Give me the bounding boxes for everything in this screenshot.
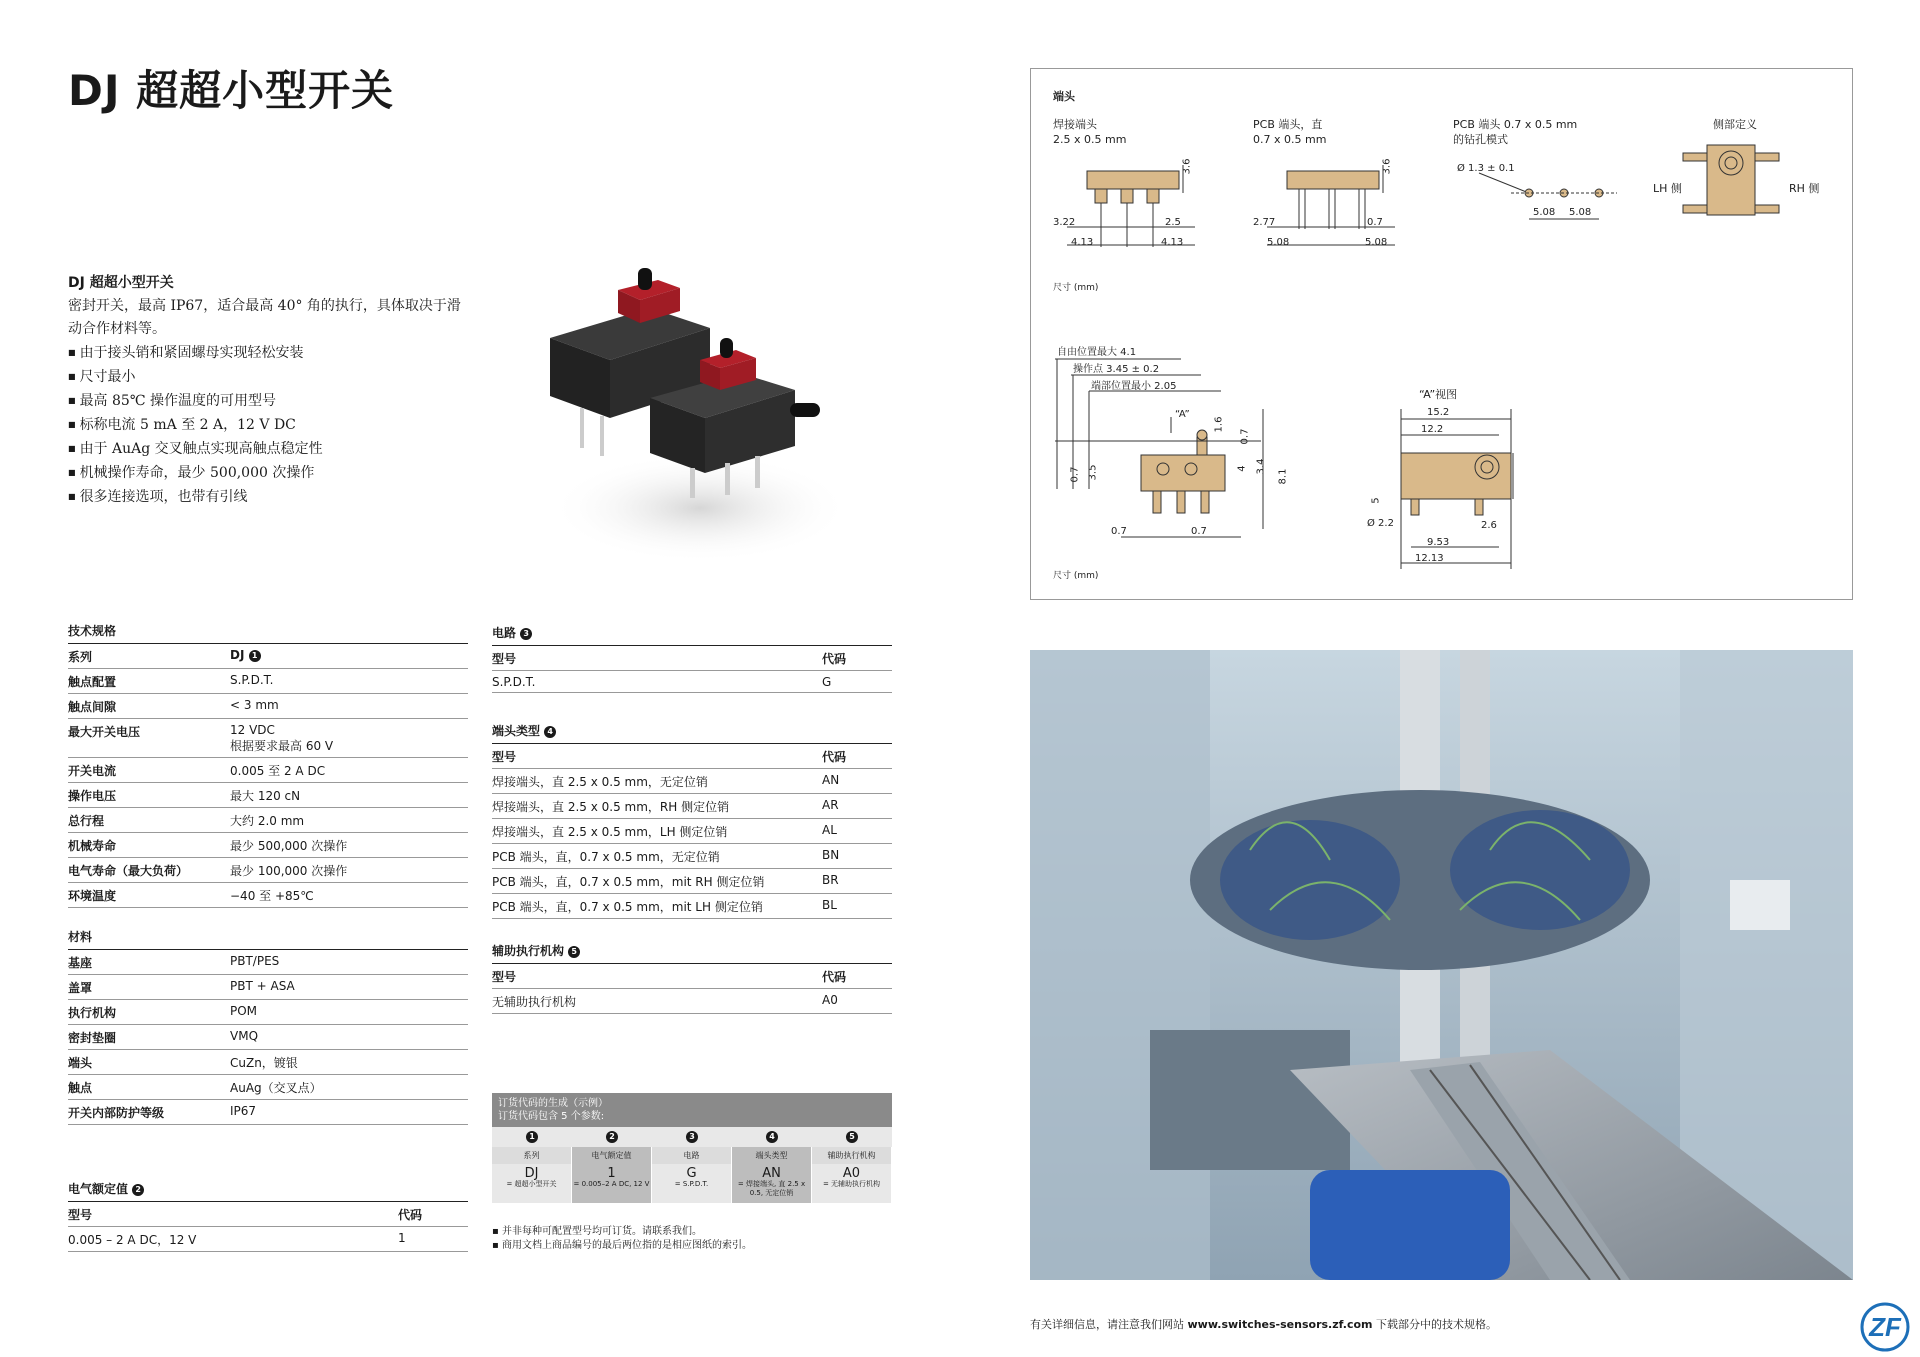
col-code-header: 代码 bbox=[822, 646, 892, 671]
order-value-code: 1 bbox=[607, 1166, 616, 1181]
table-row bbox=[492, 989, 892, 1014]
auxiliary-section bbox=[492, 942, 892, 1014]
auxiliary-table bbox=[492, 964, 892, 1014]
col-code-header: 代码 bbox=[822, 744, 892, 769]
spec-key: 操作电压 bbox=[68, 783, 230, 808]
table-header-row bbox=[68, 1202, 468, 1227]
electrical-section bbox=[68, 1180, 468, 1252]
spec-value: 大约 2.0 mm bbox=[230, 808, 468, 833]
dim-label: 0.7 bbox=[1069, 466, 1081, 483]
zf-logo bbox=[1856, 1302, 1914, 1352]
drawing-label-side: 侧部定义 bbox=[1713, 118, 1757, 131]
footnote: ▪ 商用文档上商品编号的最后两位指的是相应图纸的索引。 bbox=[492, 1240, 752, 1251]
dim-label: 9.53 bbox=[1427, 537, 1450, 548]
table-row bbox=[68, 1100, 468, 1125]
footer-link[interactable]: www.switches-sensors.zf.com bbox=[1187, 1318, 1373, 1331]
code-cell: G bbox=[822, 671, 892, 693]
type-cell: S.P.D.T. bbox=[492, 671, 822, 693]
code-cell: AL bbox=[822, 819, 892, 844]
col-type-header: 型号 bbox=[492, 964, 822, 989]
code-cell: A0 bbox=[822, 989, 892, 1014]
spec-value: 最大 120 cN bbox=[230, 783, 468, 808]
order-value-desc: = S.P.D.T. bbox=[674, 1180, 709, 1188]
spec-heading: 技术规格 bbox=[68, 622, 468, 644]
order-code-subtitle: 订货代码包含 5 个参数: bbox=[498, 1111, 605, 1122]
spec-key: 开关电流 bbox=[68, 758, 230, 783]
circuit-section bbox=[492, 624, 892, 693]
table-row bbox=[68, 694, 468, 719]
spec-value-line: 根据要求最高 60 V bbox=[230, 739, 334, 753]
table-header-row bbox=[492, 646, 892, 671]
material-key: 基座 bbox=[68, 950, 230, 975]
dim-label: 2.6 bbox=[1481, 520, 1497, 531]
terminal-section bbox=[492, 722, 892, 919]
dim-label: 3.4 bbox=[1255, 458, 1267, 475]
drawing-label-rh: RH 侧 bbox=[1789, 182, 1820, 195]
table-row bbox=[68, 808, 468, 833]
footnote-text: 并非每种可配置型号均可订货。请联系我们。 bbox=[501, 1226, 702, 1237]
table-row bbox=[68, 1050, 468, 1075]
order-label: 电气额定值 bbox=[572, 1147, 652, 1164]
auxiliary-heading bbox=[492, 942, 892, 964]
type-cell: 焊接端头，直 2.5 x 0.5 mm，LH 侧定位销 bbox=[492, 819, 822, 844]
intro-section bbox=[68, 272, 468, 509]
material-key: 开关内部防护等级 bbox=[68, 1100, 230, 1125]
code-cell: BR bbox=[822, 869, 892, 894]
material-value: CuZn，镀银 bbox=[230, 1050, 468, 1075]
footer-pre: 有关详细信息，请注意我们网站 bbox=[1030, 1318, 1188, 1331]
order-label: 端头类型 bbox=[732, 1147, 812, 1164]
badge-5: 5 bbox=[568, 946, 580, 958]
dim-label-a-view: “A”视图 bbox=[1419, 388, 1458, 401]
drawing-lines bbox=[1031, 69, 1852, 599]
spec-key: 触点间隙 bbox=[68, 694, 230, 719]
order-num bbox=[572, 1131, 652, 1143]
material-key: 盖罩 bbox=[68, 975, 230, 1000]
dim-label: 5 bbox=[1370, 497, 1382, 504]
material-value: PBT/PES bbox=[230, 950, 468, 975]
material-value: VMQ bbox=[230, 1025, 468, 1050]
circuit-heading bbox=[492, 624, 892, 646]
code-cell: AR bbox=[822, 794, 892, 819]
footnote: ▪ 并非每种可配置型号均可订货。请联系我们。 bbox=[492, 1226, 702, 1237]
order-value bbox=[572, 1164, 652, 1203]
spec-value: S.P.D.T. bbox=[230, 669, 468, 694]
table-row bbox=[68, 719, 468, 758]
label-line: PCB 端头，直 bbox=[1253, 118, 1323, 131]
table-row bbox=[68, 858, 468, 883]
dim-label: 12.13 bbox=[1415, 553, 1444, 564]
col-type-header: 型号 bbox=[492, 744, 822, 769]
spec-key: 机械寿命 bbox=[68, 833, 230, 858]
intro-bullet: ■ 标称电流 5 mA 至 2 A，12 V DC bbox=[68, 413, 468, 437]
type-cell: PCB 端头，直，0.7 x 0.5 mm，mit RH 侧定位销 bbox=[492, 869, 822, 894]
badge-1: 1 bbox=[249, 650, 261, 662]
order-value-code: A0 bbox=[842, 1166, 861, 1181]
drawing-unit: 尺寸 (mm) bbox=[1053, 283, 1099, 293]
dim-label: 5.08 bbox=[1569, 207, 1592, 218]
order-label: 电路 bbox=[652, 1147, 732, 1164]
materials-heading: 材料 bbox=[68, 928, 468, 950]
spec-key: 电气寿命（最大负荷） bbox=[68, 858, 230, 883]
badge-2: 2 bbox=[132, 1184, 144, 1196]
spec-value: 最少 500,000 次操作 bbox=[230, 833, 468, 858]
table-row bbox=[68, 975, 468, 1000]
dim-label: 0.7 bbox=[1239, 428, 1251, 445]
dim-label-end: 端部位置最小 2.05 bbox=[1091, 381, 1177, 392]
order-code-header bbox=[492, 1093, 892, 1127]
order-code-numbers bbox=[492, 1127, 892, 1147]
badge-2: 2 bbox=[606, 1131, 618, 1143]
footer-post: 下载部分中的技术规格。 bbox=[1372, 1318, 1498, 1331]
type-cell: 焊接端头，直 2.5 x 0.5 mm，无定位销 bbox=[492, 769, 822, 794]
order-value-desc: = 焊接端头, 直 2.5 x 0.5, 无定位销 bbox=[737, 1180, 806, 1197]
label-line: 焊接端头 bbox=[1053, 118, 1097, 131]
drawing-unit: 尺寸 (mm) bbox=[1053, 571, 1099, 581]
table-row bbox=[68, 783, 468, 808]
technical-drawing bbox=[1030, 68, 1853, 600]
badge-3: 3 bbox=[686, 1131, 698, 1143]
order-value-desc: = 超超小型开关 bbox=[506, 1180, 557, 1188]
footer-text bbox=[1030, 1316, 1497, 1332]
order-value-desc: = 无辅助执行机构 bbox=[822, 1180, 881, 1188]
electrical-heading-text: 电气额定值 bbox=[68, 1182, 129, 1196]
badge-5: 5 bbox=[846, 1131, 858, 1143]
dim-label: 4 bbox=[1236, 465, 1248, 472]
order-num bbox=[492, 1131, 572, 1143]
table-row bbox=[492, 869, 892, 894]
dim-label: 3.22 bbox=[1053, 217, 1076, 228]
order-label: 辅助执行机构 bbox=[812, 1147, 892, 1164]
dim-label: Ø 1.3 ± 0.1 bbox=[1457, 163, 1515, 174]
intro-bullet: ■ 最高 85℃ 操作温度的可用型号 bbox=[68, 389, 468, 413]
auxiliary-heading-text: 辅助执行机构 bbox=[492, 944, 565, 958]
spec-value: 0.005 至 2 A DC bbox=[230, 758, 468, 783]
type-cell: PCB 端头，直，0.7 x 0.5 mm，无定位销 bbox=[492, 844, 822, 869]
table-header-row bbox=[492, 964, 892, 989]
terminal-table bbox=[492, 744, 892, 919]
code-cell: 1 bbox=[398, 1227, 468, 1252]
code-cell: AN bbox=[822, 769, 892, 794]
spec-value-text: DJ bbox=[230, 648, 245, 662]
order-code-values bbox=[492, 1164, 892, 1203]
col-code-header: 代码 bbox=[822, 964, 892, 989]
type-cell: 焊接端头，直 2.5 x 0.5 mm，RH 侧定位销 bbox=[492, 794, 822, 819]
col-type-header: 型号 bbox=[68, 1202, 398, 1227]
spec-value-line: 12 VDC bbox=[230, 723, 275, 737]
drawing-label-lh: LH 侧 bbox=[1653, 182, 1682, 195]
dim-label: 2.5 bbox=[1165, 217, 1181, 228]
table-row bbox=[68, 1000, 468, 1025]
table-row bbox=[492, 671, 892, 693]
table-row bbox=[68, 758, 468, 783]
table-row bbox=[68, 950, 468, 975]
table-row bbox=[492, 794, 892, 819]
order-code-box bbox=[492, 1093, 892, 1203]
type-cell: PCB 端头，直，0.7 x 0.5 mm，mit LH 侧定位销 bbox=[492, 894, 822, 919]
dim-label: 2.77 bbox=[1253, 217, 1276, 228]
order-code-title: 订货代码的生成（示例） bbox=[498, 1098, 608, 1109]
intro-bullet: ■ 由于接头销和紧固螺母实现轻松安装 bbox=[68, 341, 468, 365]
code-cell: BN bbox=[822, 844, 892, 869]
table-row bbox=[68, 669, 468, 694]
badge-1: 1 bbox=[526, 1131, 538, 1143]
dim-label: 3.6 bbox=[1381, 158, 1393, 175]
spec-table bbox=[68, 644, 468, 908]
table-row bbox=[68, 644, 468, 669]
dim-label: 4.13 bbox=[1161, 237, 1184, 248]
col-type-header: 型号 bbox=[492, 646, 822, 671]
dim-label: 1.6 bbox=[1213, 416, 1225, 433]
spec-key: 总行程 bbox=[68, 808, 230, 833]
dim-label: 12.2 bbox=[1421, 424, 1444, 435]
dim-label-free: 自由位置最大 4.1 bbox=[1057, 347, 1137, 358]
material-value: IP67 bbox=[230, 1100, 468, 1125]
dim-label: 4.13 bbox=[1071, 237, 1094, 248]
spec-value bbox=[230, 719, 468, 758]
col-code-header: 代码 bbox=[398, 1202, 468, 1227]
table-row bbox=[68, 1025, 468, 1050]
order-label: 系列 bbox=[492, 1147, 572, 1164]
order-value-desc: = 0.005–2 A DC, 12 V bbox=[573, 1180, 650, 1188]
dim-label-operating: 操作点 3.45 ± 0.2 bbox=[1073, 364, 1160, 375]
circuit-table bbox=[492, 646, 892, 693]
drawing-heading: 端头 bbox=[1053, 90, 1075, 103]
label-line: PCB 端头 0.7 x 0.5 mm bbox=[1453, 118, 1578, 131]
label-line: 2.5 x 0.5 mm bbox=[1053, 133, 1127, 146]
type-cell: 0.005 – 2 A DC，12 V bbox=[68, 1227, 398, 1252]
electrical-table bbox=[68, 1202, 468, 1252]
intro-bullet: ■ 很多连接选项，也带有引线 bbox=[68, 485, 468, 509]
dim-label: 0.7 bbox=[1367, 217, 1383, 228]
intro-bullet: ■ 由于 AuAg 交叉触点实现高触点稳定性 bbox=[68, 437, 468, 461]
dim-label: 15.2 bbox=[1427, 407, 1450, 418]
table-row bbox=[492, 844, 892, 869]
page-title: DJ 超超小型开关 bbox=[68, 66, 395, 115]
intro-heading: DJ 超超小型开关 bbox=[68, 275, 174, 291]
order-value bbox=[652, 1164, 732, 1203]
material-value: AuAg（交叉点） bbox=[230, 1075, 468, 1100]
material-key: 触点 bbox=[68, 1075, 230, 1100]
materials-table bbox=[68, 950, 468, 1125]
badge-4: 4 bbox=[766, 1131, 778, 1143]
spec-key: 触点配置 bbox=[68, 669, 230, 694]
electrical-heading bbox=[68, 1180, 468, 1202]
label-line: 的钻孔模式 bbox=[1453, 133, 1508, 146]
table-row bbox=[68, 883, 468, 908]
table-row bbox=[68, 833, 468, 858]
table-header-row bbox=[492, 744, 892, 769]
table-row bbox=[68, 1075, 468, 1100]
material-value: POM bbox=[230, 1000, 468, 1025]
intro-bullet: ■ 尺寸最小 bbox=[68, 365, 468, 389]
order-value-code: G bbox=[686, 1166, 697, 1181]
table-row bbox=[492, 894, 892, 919]
order-num bbox=[812, 1131, 892, 1143]
intro-bullet: ■ 机械操作寿命，最少 500,000 次操作 bbox=[68, 461, 468, 485]
spec-section bbox=[68, 622, 468, 908]
order-value bbox=[732, 1164, 812, 1203]
order-value-code: AN bbox=[762, 1166, 781, 1181]
spec-key: 系列 bbox=[68, 644, 230, 669]
order-value-code: DJ bbox=[524, 1166, 539, 1181]
footnotes bbox=[492, 1225, 892, 1253]
spec-value: −40 至 +85℃ bbox=[230, 883, 468, 908]
table-row bbox=[492, 769, 892, 794]
spec-value bbox=[230, 644, 468, 669]
order-num bbox=[652, 1131, 732, 1143]
factory-photo bbox=[1030, 650, 1853, 1280]
spec-value: 最少 100,000 次操作 bbox=[230, 858, 468, 883]
material-key: 端头 bbox=[68, 1050, 230, 1075]
footnote-text: 商用文档上商品编号的最后两位指的是相应图纸的索引。 bbox=[501, 1240, 752, 1251]
terminal-heading bbox=[492, 722, 892, 744]
badge-4: 4 bbox=[544, 726, 556, 738]
material-value: PBT + ASA bbox=[230, 975, 468, 1000]
intro-bullets bbox=[68, 341, 468, 509]
dim-label: 0.7 bbox=[1111, 526, 1127, 537]
spec-key: 环境温度 bbox=[68, 883, 230, 908]
dim-label: 3.5 bbox=[1087, 464, 1099, 481]
dim-label: 5.08 bbox=[1533, 207, 1556, 218]
spec-key: 最大开关电压 bbox=[68, 719, 230, 758]
dim-label: Ø 2.2 bbox=[1367, 518, 1394, 529]
spec-value: < 3 mm bbox=[230, 694, 468, 719]
dim-label: 0.7 bbox=[1191, 526, 1207, 537]
table-row bbox=[68, 1227, 468, 1252]
material-key: 执行机构 bbox=[68, 1000, 230, 1025]
badge-3: 3 bbox=[520, 628, 532, 640]
order-value bbox=[812, 1164, 892, 1203]
dim-label: 5.08 bbox=[1365, 237, 1388, 248]
materials-section bbox=[68, 928, 468, 1125]
order-code-labels bbox=[492, 1147, 892, 1164]
circuit-heading-text: 电路 bbox=[492, 626, 517, 640]
terminal-heading-text: 端头类型 bbox=[492, 724, 541, 738]
code-cell: BL bbox=[822, 894, 892, 919]
label-line: 0.7 x 0.5 mm bbox=[1253, 133, 1327, 146]
table-row bbox=[492, 819, 892, 844]
material-key: 密封垫圈 bbox=[68, 1025, 230, 1050]
zf-logo-text: ZF bbox=[1869, 1312, 1901, 1342]
dim-label: 5.08 bbox=[1267, 237, 1290, 248]
dim-label-a: “A” bbox=[1175, 409, 1190, 420]
dim-label: 3.6 bbox=[1181, 158, 1193, 175]
dim-label: 8.1 bbox=[1277, 468, 1289, 485]
order-value bbox=[492, 1164, 572, 1203]
intro-body: 密封开关，最高 IP67，适合最高 40° 角的执行，具体取决于滑动合作材料等。 bbox=[68, 298, 461, 337]
order-num bbox=[732, 1131, 812, 1143]
type-cell: 无辅助执行机构 bbox=[492, 989, 822, 1014]
product-image bbox=[540, 268, 860, 578]
